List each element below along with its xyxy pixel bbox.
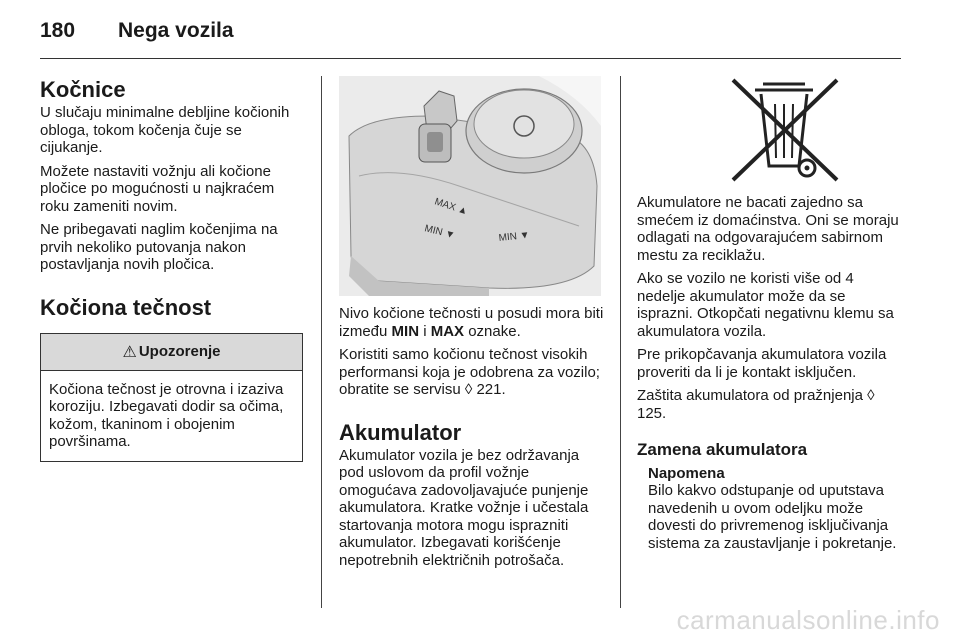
brakes-paragraph-3: Ne pribegavati naglim kočenjima na prvih nekoliko putovanja nakon postavljanja novih pločica.: [40, 221, 278, 273]
watermark-text: carmanualsonline.info: [676, 605, 940, 635]
crossed-bin-icon: [637, 76, 899, 186]
column-2: [339, 76, 605, 569]
column-1: [40, 76, 306, 462]
warning-box: [40, 333, 303, 462]
heading-brake-fluid: Kočiona tečnost: [40, 294, 212, 320]
warning-triangle-icon: ⚠: [122, 343, 137, 361]
column-3: [637, 76, 903, 552]
warning-title: Upozorenje: [138, 343, 221, 360]
battery-paragraph: Akumulator vozila je bez održavanja pod uslovom da profil vožnje omogućava zadovoljavajuće punjenje akumulatora. Kratke vožnje i učestala startovanja motora mogu isprazniti akumulator. Izbegavati korišćenje nepotrebnih električnih potrošača.: [339, 446, 589, 569]
note-block: [637, 465, 903, 552]
heading-battery-replacement: Zamena akumulatora: [637, 440, 808, 459]
fluid-type-paragraph: Koristiti samo kočionu tečnost visokih performansi koja je odobrena za vozilo; obratite se servisu ◊ 221.: [339, 346, 600, 398]
recycling-symbol: [637, 76, 899, 186]
page-number: 180: [40, 19, 76, 42]
column-divider-2: [620, 76, 621, 608]
page-header: [40, 14, 234, 48]
note-title: Napomena: [648, 465, 725, 482]
brake-fluid-reservoir-image: [339, 76, 601, 296]
connection-paragraph: Pre prikopčavanja akumulatora vozila proveriti da li je kontakt isključen.: [637, 346, 887, 381]
discharge-protection-paragraph: Zaštita akumulatora od pražnjenja ◊ 125.: [637, 387, 875, 422]
heading-brakes: Kočnice: [40, 77, 126, 102]
fluid-level-paragraph: Nivo kočione tečnosti u posudi mora biti između MIN i MAX oznake.: [339, 305, 604, 340]
disposal-paragraph: Akumulatore ne bacati zajedno sa smećem iz domaćinstva. Oni se moraju odlagati na odgovarajućem sabirnom mestu za reciklažu.: [637, 194, 899, 264]
max-mark-label: MAX ▲: [433, 196, 470, 218]
note-text: Bilo kakvo odstupanje od uputstava navedenih u ovom odeljku može dovesti do privremenog isključivanja sistema za zaustavljanje i pokretanje.: [648, 482, 897, 552]
reservoir-illustration: [339, 76, 601, 296]
brakes-paragraph-2: Možete nastaviti vožnju ali kočione pločice po mogućnosti u najkraćem roku zameniti novim.: [40, 162, 275, 215]
storage-paragraph: Ako se vozilo ne koristi više od 4 nedelje akumulator može da se isprazni. Otkopčati negativnu klemu sa akumulatora vozila.: [637, 270, 894, 340]
page-title: Nega vozila: [118, 19, 234, 42]
header-divider: [40, 58, 901, 59]
heading-battery: Akumulator: [339, 419, 462, 445]
min-mark-label-left: MIN ▼: [423, 223, 457, 242]
min-mark-label-right: MIN ▼: [498, 229, 531, 244]
column-divider-1: [321, 76, 322, 608]
warning-header: [41, 334, 302, 371]
warning-text: Kočiona tečnost je otrovna i izaziva koroziju. Izbegavati dodir sa očima, kožom, tkaninom i obojenim površinama.: [49, 380, 284, 450]
brakes-paragraph-1: U slučaju minimalne debljine kočionih obloga, tokom kočenja čuje se cijukanje.: [40, 104, 290, 156]
